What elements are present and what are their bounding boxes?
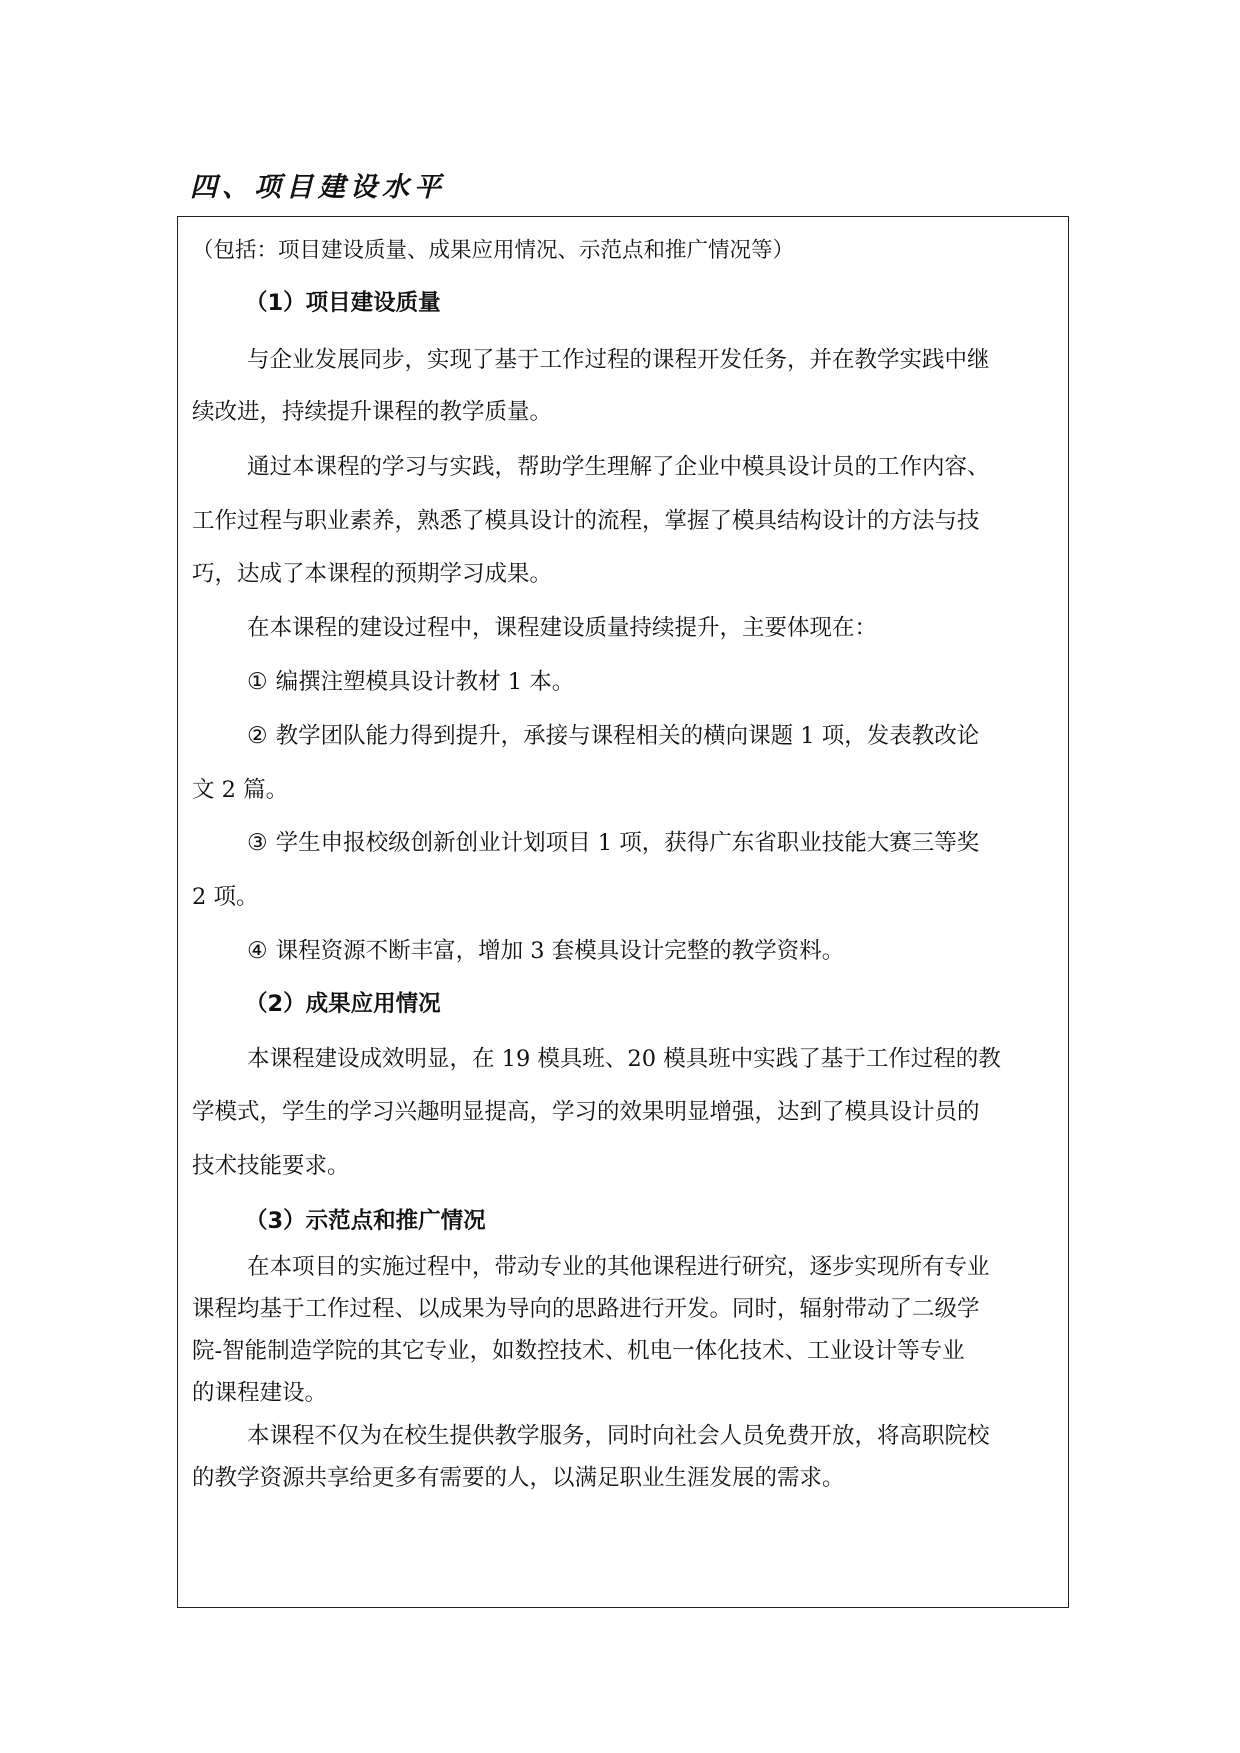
paragraph-line: 课程均基于工作过程、以成果为导向的思路进行开发。同时，辐射带动了二级学	[192, 1296, 980, 1322]
intro-note: （包括：项目建设质量、成果应用情况、示范点和推广情况等）	[192, 238, 795, 263]
list-item-text: 教学团队能力得到提升，承接与课程相关的横向课题 1 项，发表教改论	[275, 723, 980, 749]
list-item	[247, 725, 979, 748]
list-marker: ①	[247, 669, 268, 695]
section-title: 四、项目建设水平	[190, 172, 446, 203]
paragraph-line: 的课程建设。	[192, 1380, 328, 1406]
paragraph-line: 学模式，学生的学习兴趣明显提高，学习的效果明显增强，达到了模具设计员的	[192, 1099, 980, 1125]
heading-construction-quality: （1）项目建设质量	[245, 290, 441, 316]
list-item	[247, 671, 574, 694]
heading-demonstration: （3）示范点和推广情况	[245, 1208, 486, 1234]
paragraph-line: 续改进，持续提升课程的教学质量。	[192, 399, 553, 425]
paragraph-line: 的教学资源共享给更多有需要的人，以满足职业生涯发展的需求。	[192, 1465, 845, 1491]
heading-application: （2）成果应用情况	[245, 991, 441, 1017]
list-item-text: 编撰注塑模具设计教材 1 本。	[275, 669, 575, 695]
list-item-text: 课程资源不断丰富，增加 3 套模具设计完整的教学资料。	[275, 938, 845, 964]
list-item-continuation: 2 项。	[192, 884, 259, 910]
paragraph-line: 工作过程与职业素养，熟悉了模具设计的流程，掌握了模具结构设计的方法与技	[192, 508, 980, 534]
paragraph-line: 技术技能要求。	[192, 1153, 350, 1179]
paragraph-line: 本课程建设成效明显，在 19 模具班、20 模具班中实践了基于工作过程的教	[247, 1046, 1001, 1072]
paragraph-line: 与企业发展同步，实现了基于工作过程的课程开发任务，并在教学实践中继	[247, 347, 990, 373]
paragraph-line: 通过本课程的学习与实践，帮助学生理解了企业中模具设计员的工作内容、	[247, 454, 990, 480]
list-marker: ③	[247, 830, 268, 856]
list-item	[247, 940, 844, 963]
list-item	[247, 832, 979, 855]
paragraph-line: 院-智能制造学院的其它专业，如数控技术、机电一体化技术、工业设计等专业	[192, 1338, 965, 1364]
paragraph-line: 本课程不仅为在校生提供教学服务，同时向社会人员免费开放，将高职院校	[247, 1423, 990, 1449]
list-item-continuation: 文 2 篇。	[192, 777, 289, 803]
list-item-text: 学生申报校级创新创业计划项目 1 项，获得广东省职业技能大赛三等奖	[275, 830, 980, 856]
paragraph-line: 巧，达成了本课程的预期学习成果。	[192, 561, 553, 587]
list-marker: ④	[247, 938, 268, 964]
paragraph-line: 在本课程的建设过程中，课程建设质量持续提升，主要体现在：	[247, 615, 878, 641]
paragraph-line: 在本项目的实施过程中，带动专业的其他课程进行研究，逐步实现所有专业	[247, 1254, 990, 1280]
list-marker: ②	[247, 723, 268, 749]
